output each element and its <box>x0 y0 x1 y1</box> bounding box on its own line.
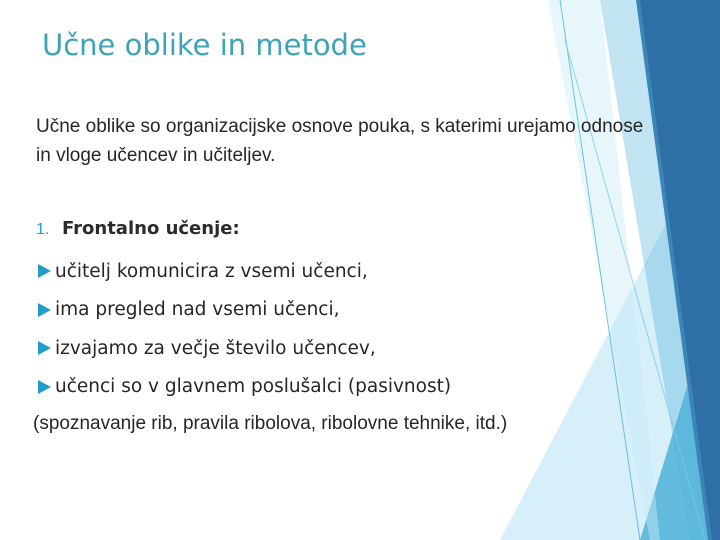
arrow-bullet-icon <box>38 264 51 278</box>
bullet-item <box>36 252 451 291</box>
bullet-item <box>36 329 451 368</box>
examples-text: (spoznavanje rib, pravila ribolova, ribolovne tehnike, itd.) <box>33 413 508 434</box>
arrow-bullet-icon <box>38 341 51 355</box>
bullet-text: ima pregled nad vsemi učenci, <box>55 299 340 321</box>
arrow-bullet-icon <box>38 380 51 394</box>
bullet-text: učitelj komunicira z vsemi učenci, <box>55 260 368 282</box>
intro-paragraph: Učne oblike so organizacijske osnove pouka, s katerimi urejamo odnose in vloge učencev in učiteljev. <box>36 116 644 166</box>
numbered-heading-text: Frontalno učenje: <box>62 218 240 239</box>
arrow-bullet-icon <box>38 303 51 317</box>
bullet-list <box>36 252 451 406</box>
slide-title: Učne oblike in metode <box>42 28 367 62</box>
numbered-heading-number: 1. <box>36 221 50 238</box>
bullet-item <box>36 368 451 407</box>
bullet-text: izvajamo za večje število učencev, <box>55 337 376 359</box>
bullet-text: učenci so v glavnem poslušalci (pasivnost) <box>55 376 452 398</box>
bullet-item <box>36 291 451 330</box>
numbered-heading <box>36 218 240 240</box>
